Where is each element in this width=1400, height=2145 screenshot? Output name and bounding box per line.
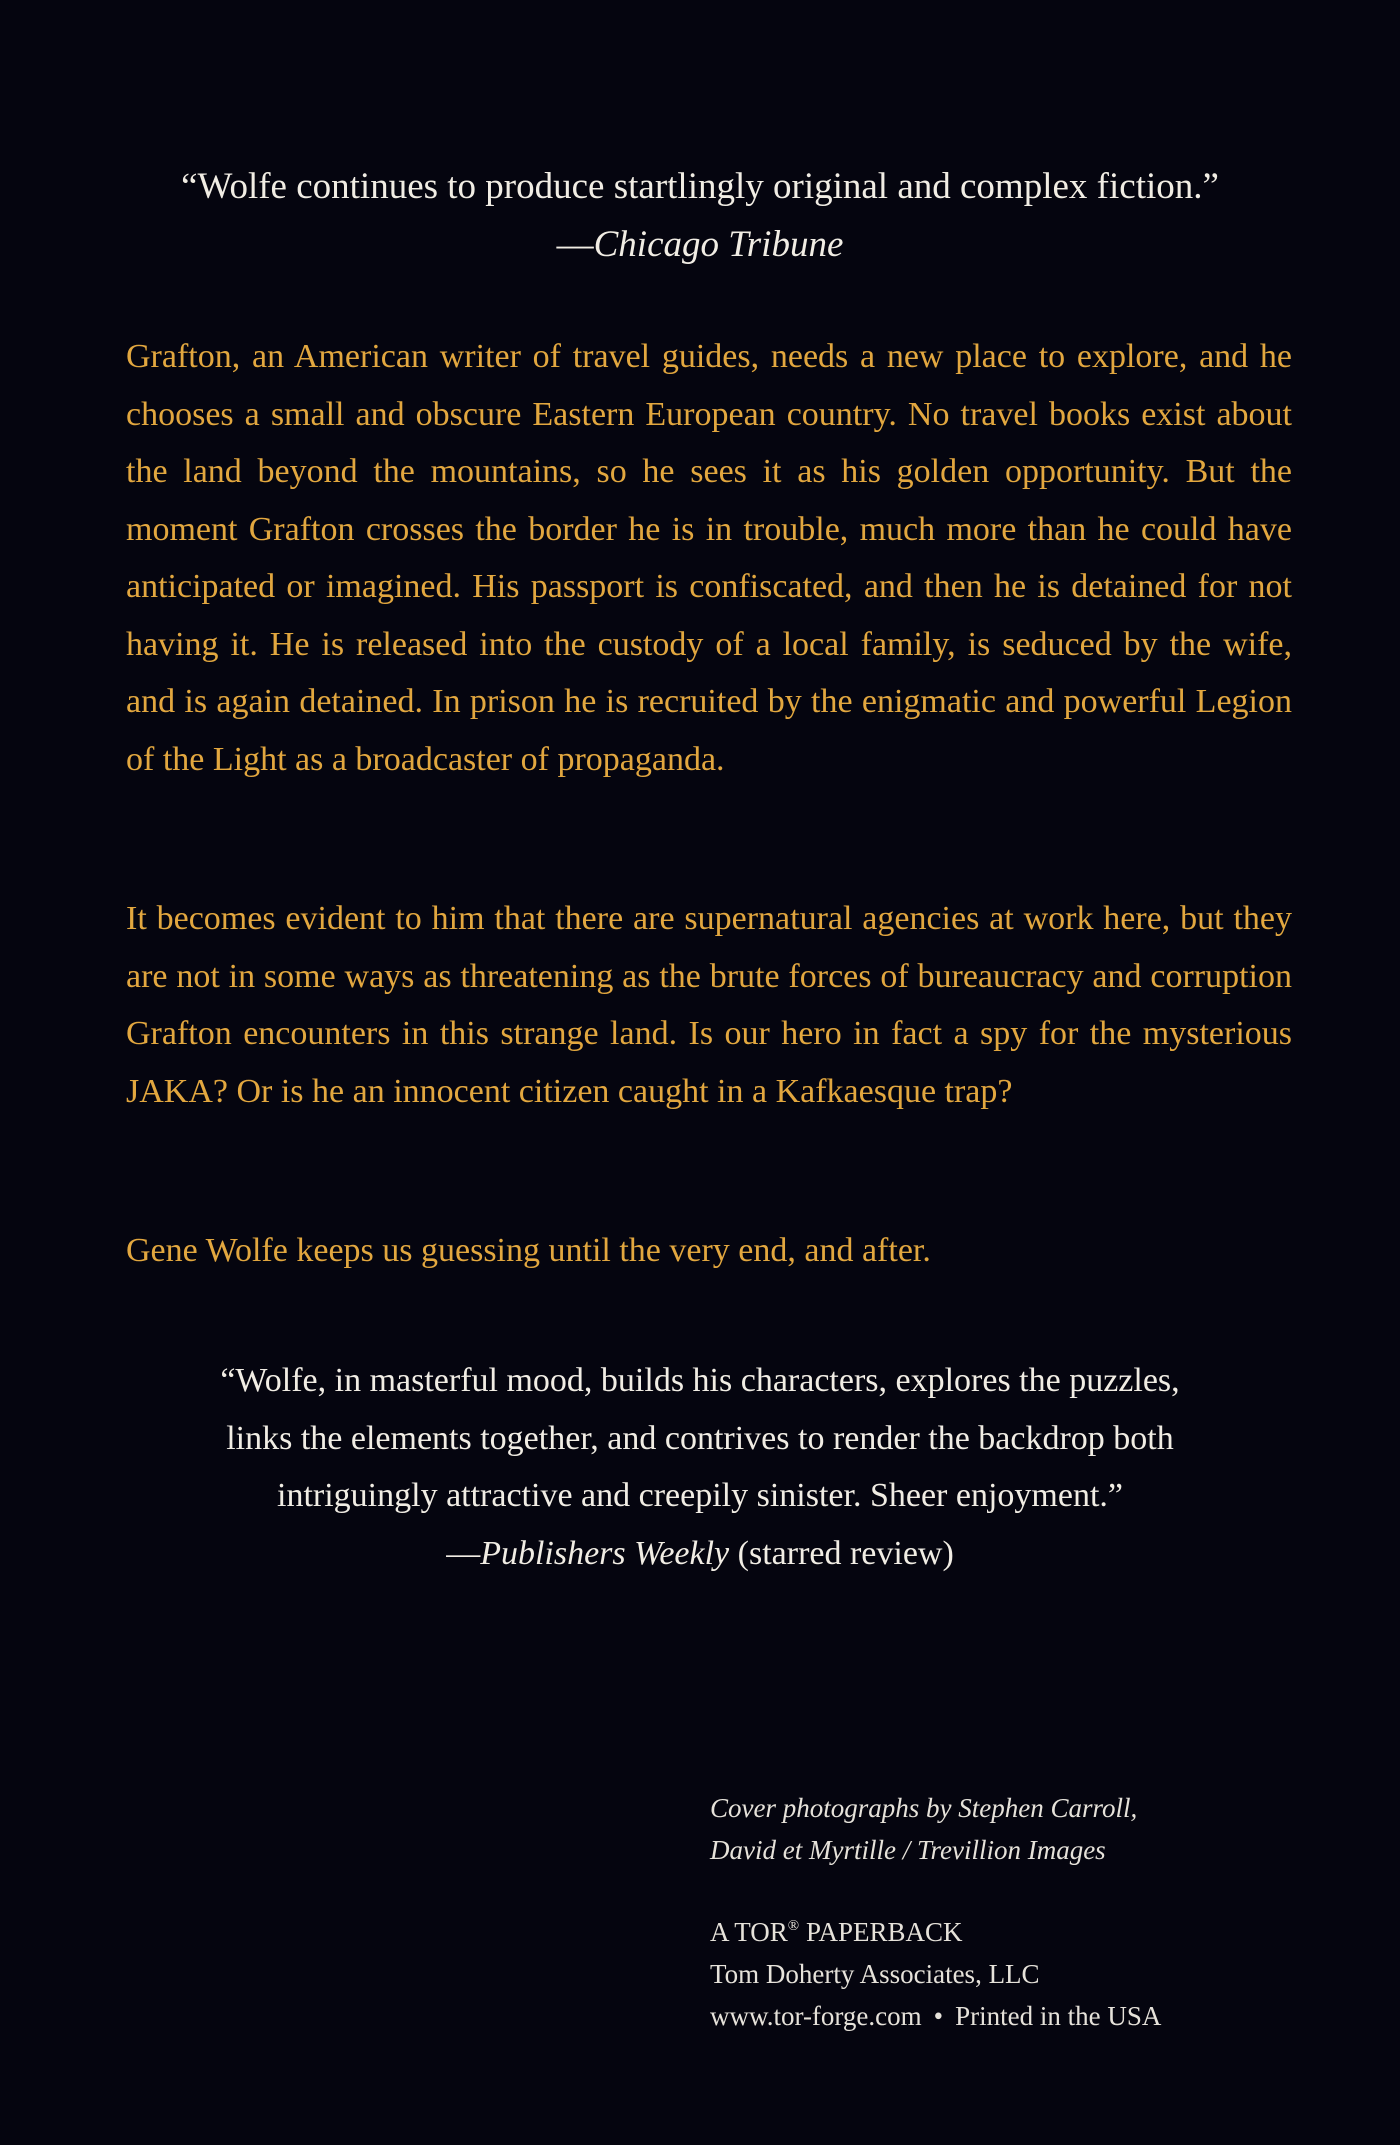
photo-credit-line-2: David et Myrtille / Trevillion Images — [710, 1835, 1106, 1865]
bottom-quote-attribution — [0, 1525, 1400, 1583]
blurb-paragraph-3: Gene Wolfe keeps us guessing until the very end, and after. — [126, 1232, 931, 1269]
publisher-name: Tom Doherty Associates, LLC — [710, 1959, 1040, 1989]
bottom-quote-line-1: “Wolfe, in masterful mood, builds his characters, explores the puzzles, — [220, 1362, 1180, 1399]
website-line — [710, 1995, 1350, 2037]
attribution-source: Chicago Tribune — [593, 224, 844, 265]
bottom-quote-line-2: links the elements together, and contrives to render the backdrop both — [226, 1419, 1174, 1457]
registered-mark: ® — [787, 1918, 800, 1934]
imprint-prefix: A TOR — [710, 1917, 788, 1947]
bullet-separator: • — [933, 2001, 944, 2031]
bottom-review-quote — [0, 1352, 1400, 1582]
imprint-line — [710, 1911, 1350, 1953]
top-review-quote — [0, 158, 1400, 274]
imprint-suffix: PAPERBACK — [799, 1917, 963, 1947]
bottom-quote-line-3: intriguingly attractive and creepily sinister. Sheer enjoyment.” — [277, 1477, 1123, 1514]
attribution-source: Publishers Weekly — [480, 1534, 730, 1572]
photo-credit-line-1: Cover photographs by Stephen Carroll, — [710, 1793, 1138, 1823]
attribution-dash: — — [556, 224, 594, 265]
blurb-paragraph-2: It becomes evident to him that there are supernatural agencies at work here, but they are not in some ways as threatening as the brute forces of bureaucracy and corruption Grafton encounters in this strange land. Is our hero in fact a spy for the mysterious JAKA? Or is he an innocent citizen caught in a Kafkaesque trap? — [126, 900, 1292, 1110]
top-quote-text: “Wolfe continues to produce startlingly original and complex fiction.” — [181, 166, 1219, 207]
printed-in: Printed in the USA — [955, 2001, 1162, 2031]
attribution-note: (starred review) — [737, 1534, 954, 1572]
attribution-dash: — — [446, 1534, 481, 1572]
blurb-paragraph-1: Grafton, an American writer of travel guides, needs a new place to explore, and he chooses a small and obscure Eastern European country. No travel books exist about the land beyond the mountains, so he sees it as his golden opportunity. But the moment Grafton crosses the border he is in trouble, much more than he could have anticipated or imagined. His passport is confiscated, and then he is detained for not having it. He is released into the custody of a local family, is seduced by the wife, and is again detained. In prison he is recruited by the enigmatic and powerful Legion of the Light as a broadcaster of propaganda. — [126, 338, 1292, 778]
top-quote-attribution — [0, 216, 1400, 274]
credits-block — [710, 1787, 1350, 2037]
website-url: www.tor-forge.com — [710, 2001, 922, 2031]
